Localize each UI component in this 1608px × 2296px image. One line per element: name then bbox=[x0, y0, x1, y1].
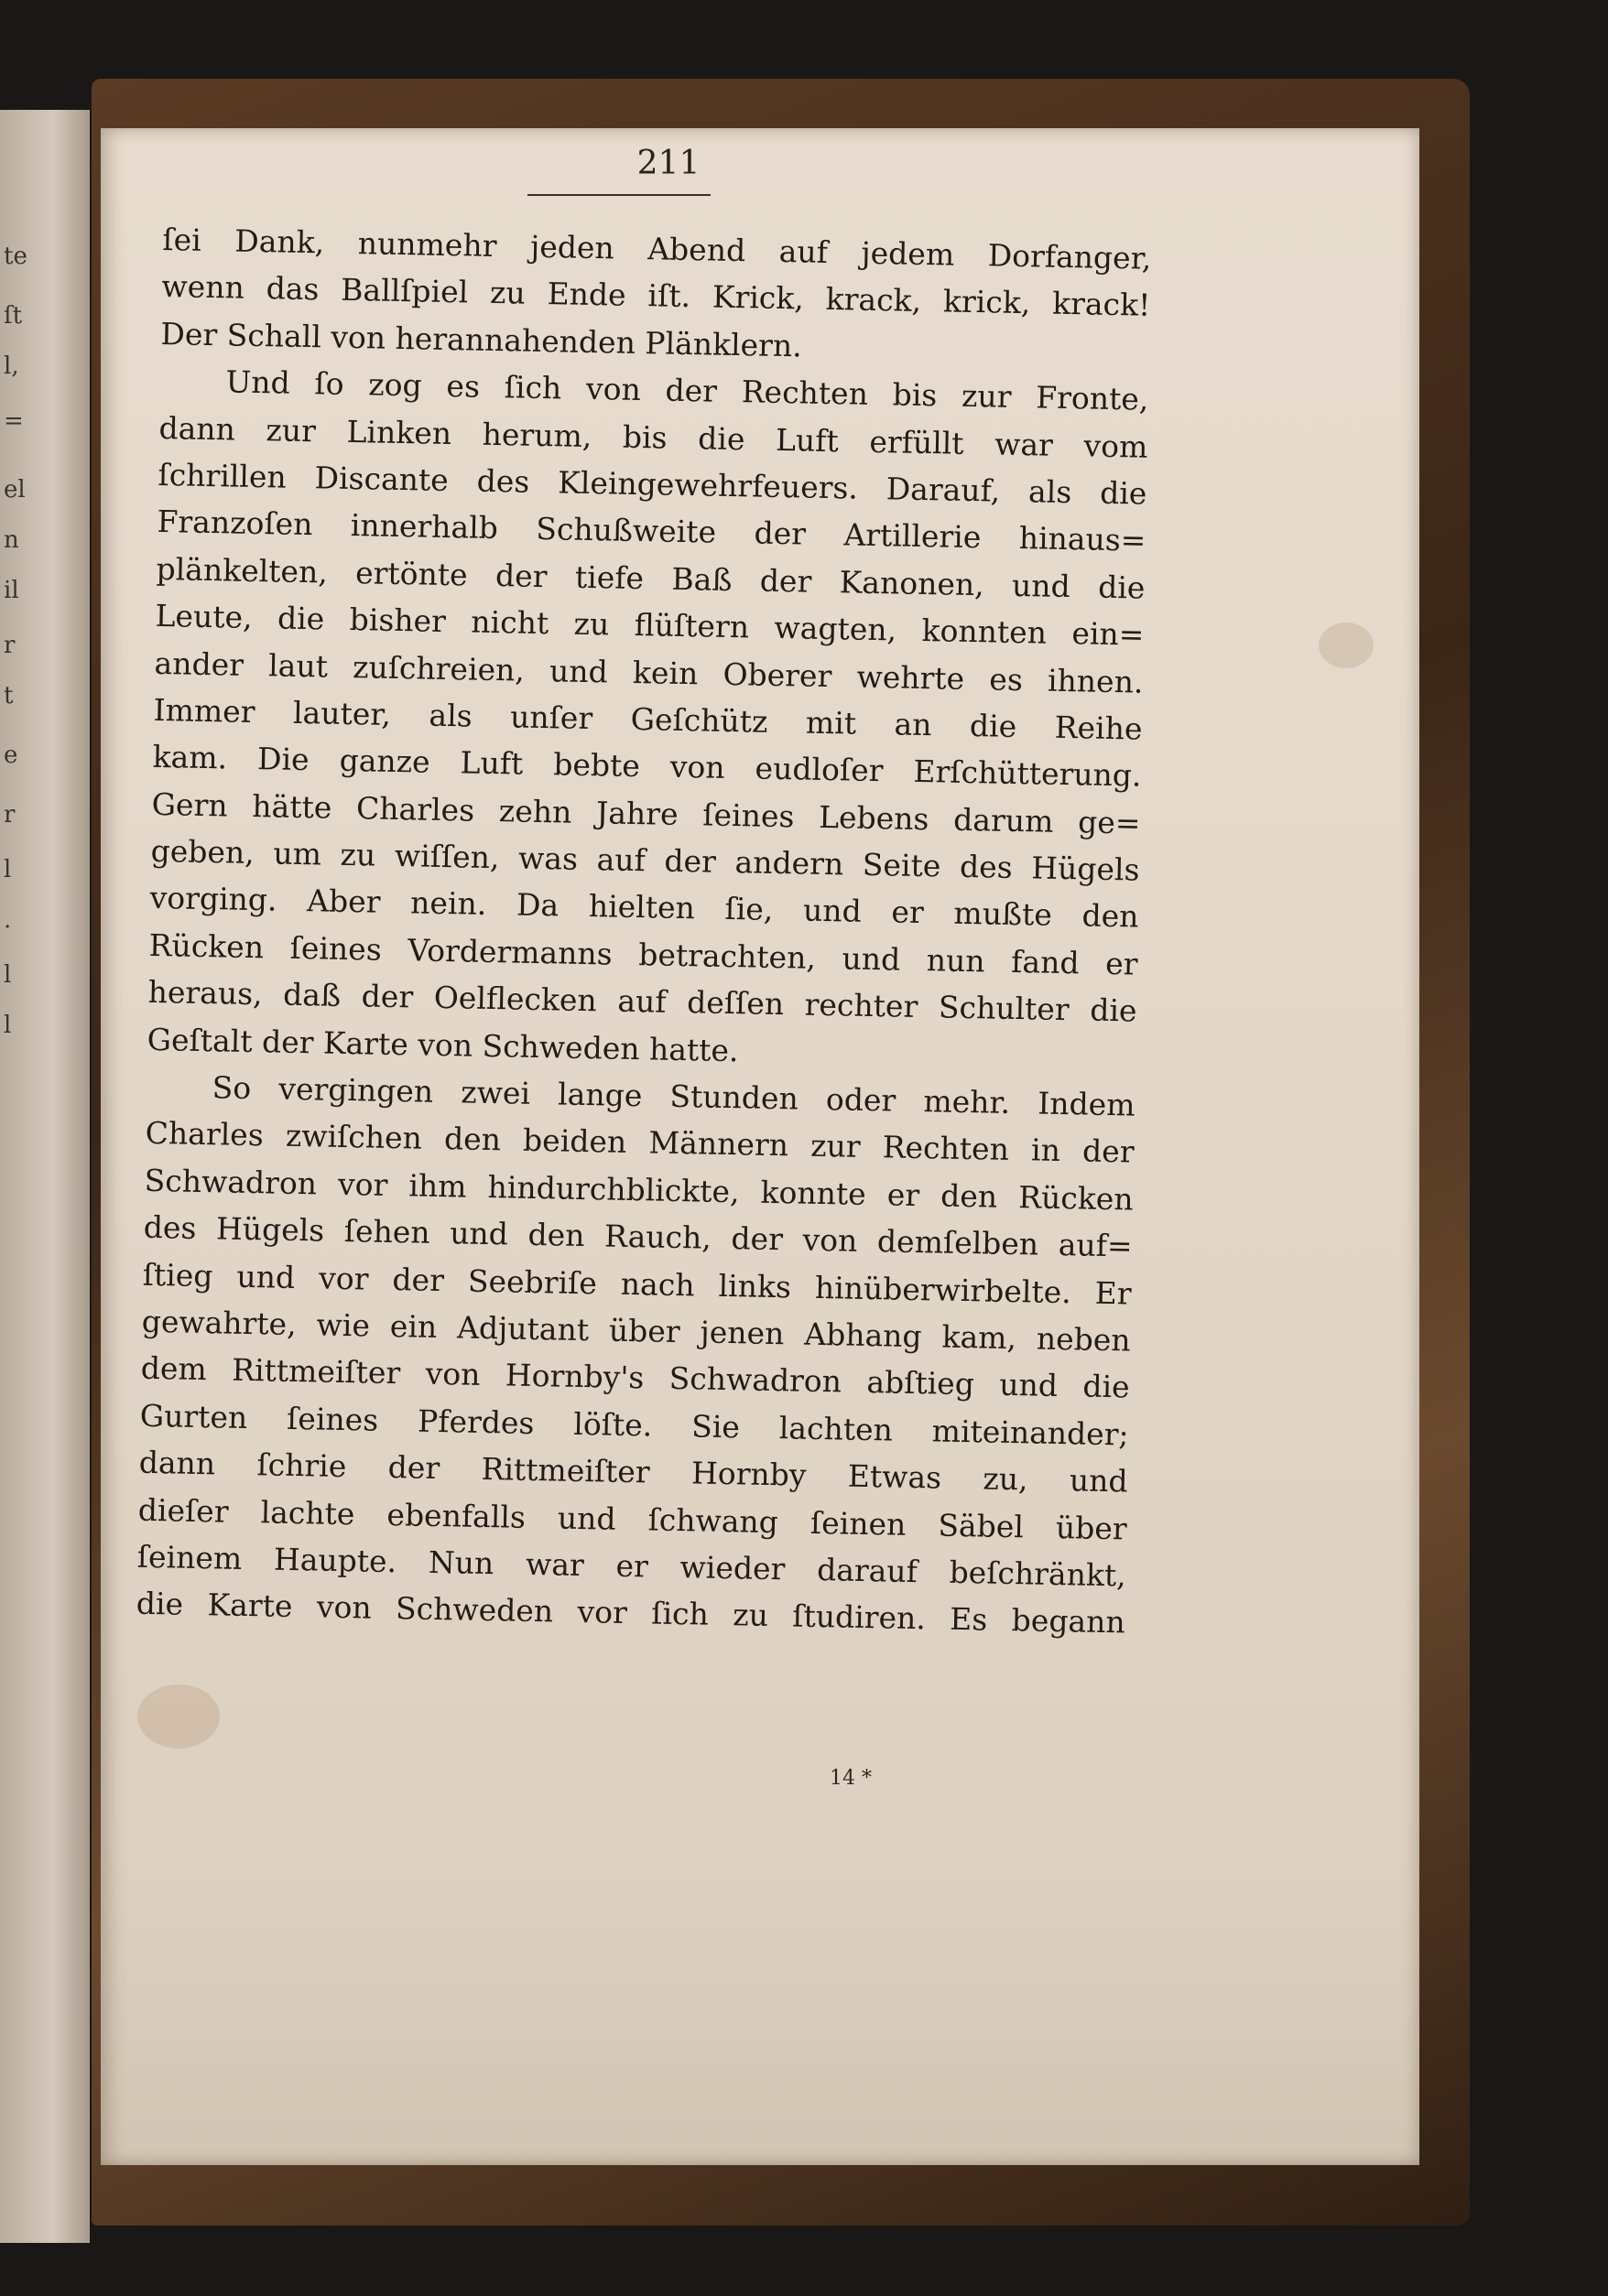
facing-page-fragment: r bbox=[4, 632, 16, 659]
facing-page-fragment: te bbox=[4, 243, 27, 270]
paper-stain bbox=[137, 1684, 220, 1749]
text-line: ſei Dank, nunmehr jeden Abend auf jedem Dorfanger, bbox=[162, 221, 1152, 276]
text-line: die Karte von Schweden vor ſich zu ſtudiren. Es begann bbox=[136, 1586, 1126, 1641]
text-line: ſtieg und vor der Seebriſe nach links hinüberwirbelte. Er bbox=[142, 1256, 1132, 1312]
text-line: ſchrillen Discante des Kleingewehrfeuers. Darauf, als die bbox=[158, 456, 1147, 512]
facing-page-edge bbox=[0, 110, 90, 2243]
page-number: 211 bbox=[636, 145, 701, 182]
text-line: Der Schall von herannahenden Plänklern. bbox=[160, 315, 803, 364]
facing-page-fragment: ſt bbox=[4, 302, 23, 330]
text-line: kam. Die ganze Luft bebte von eudloſer Erſchütterung. bbox=[152, 739, 1142, 794]
facing-page-fragment: . bbox=[4, 906, 12, 934]
text-line: heraus, daß der Oelflecken auf deſſen rechter Schulter die bbox=[147, 974, 1137, 1029]
facing-page-fragment: il bbox=[4, 577, 19, 604]
text-line: Gern hätte Charles zehn Jahre ſeines Lebens darum ge= bbox=[151, 785, 1141, 841]
text-line: dann ſchrie der Rittmeiſter Hornby Etwas zu, und bbox=[138, 1444, 1129, 1500]
facing-page-fragment: el bbox=[4, 476, 26, 504]
text-line: Und ſo zog es ſich von der Rechten bis zur Fronte, bbox=[225, 363, 1149, 417]
text-line: Schwadron vor ihm hindurchblickte, konnte er den Rücken bbox=[144, 1162, 1134, 1218]
text-line: Charles zwiſchen den beiden Männern zur Rechten in der bbox=[145, 1115, 1135, 1170]
text-line: Immer lauter, als unſer Geſchütz mit an die Reihe bbox=[153, 691, 1143, 747]
facing-page-fragment: l bbox=[4, 961, 12, 989]
text-line: vorging. Aber nein. Da hielten ſie, und er mußte den bbox=[149, 880, 1139, 936]
text-line: plänkelten, ertönte der tiefe Baß der Kanonen, und die bbox=[156, 550, 1146, 606]
facing-page-fragment: t bbox=[4, 682, 14, 709]
facing-page-fragment: l, bbox=[4, 352, 19, 380]
text-line: dann zur Linken herum, bis die Luft erfüllt war vom bbox=[158, 409, 1148, 465]
header-rule bbox=[527, 194, 711, 196]
text-line: ſeinem Haupte. Nun war er wieder darauf beſchränkt, bbox=[136, 1538, 1127, 1594]
text-line: wenn das Ballſpiel zu Ende iſt. Krick, krack, krick, krack! bbox=[161, 268, 1151, 324]
paper-stain bbox=[1319, 623, 1374, 668]
facing-page-fragment: l bbox=[4, 1012, 12, 1039]
facing-page-fragment: l bbox=[4, 856, 12, 883]
text-line: gewahrte, wie ein Adjutant über jenen Abhang kam, neben bbox=[141, 1303, 1131, 1359]
text-line: dem Rittmeiſter von Hornby's Schwadron abſtieg und die bbox=[140, 1350, 1131, 1405]
text-line: geben, um zu wiſſen, was auf der andern Seite des Hügels bbox=[150, 832, 1140, 888]
text-line: des Hügels ſehen und den Rauch, der von demſelben auf= bbox=[143, 1209, 1133, 1264]
facing-page-fragment: = bbox=[4, 407, 24, 435]
text-line: dieſer lachte ebenfalls und ſchwang ſeinen Säbel über bbox=[137, 1491, 1128, 1547]
text-line: Franzoſen innerhalb Schußweite der Artillerie hinaus= bbox=[157, 504, 1146, 559]
facing-page-fragment: e bbox=[4, 742, 18, 769]
facing-page-fragment: n bbox=[4, 526, 19, 554]
text-line: Gurten ſeines Pferdes löſte. Sie lachten miteinander; bbox=[139, 1397, 1130, 1453]
text-line: Leute, die bisher nicht zu flüſtern wagten, konnten ein= bbox=[155, 598, 1145, 653]
text-line: So vergingen zwei lange Stunden oder mehr. Indem bbox=[212, 1069, 1135, 1123]
body-text bbox=[136, 216, 1151, 1646]
signature-mark: 14 * bbox=[830, 1767, 872, 1790]
text-line: Rücken ſeines Vordermanns betrachten, und nun fand er bbox=[148, 926, 1138, 982]
text-line: Geſtalt der Karte von Schweden hatte. bbox=[147, 1021, 739, 1068]
text-line: ander laut zuſchreien, und kein Oberer wehrte es ihnen. bbox=[154, 644, 1144, 700]
facing-page-fragment: r bbox=[4, 801, 16, 829]
